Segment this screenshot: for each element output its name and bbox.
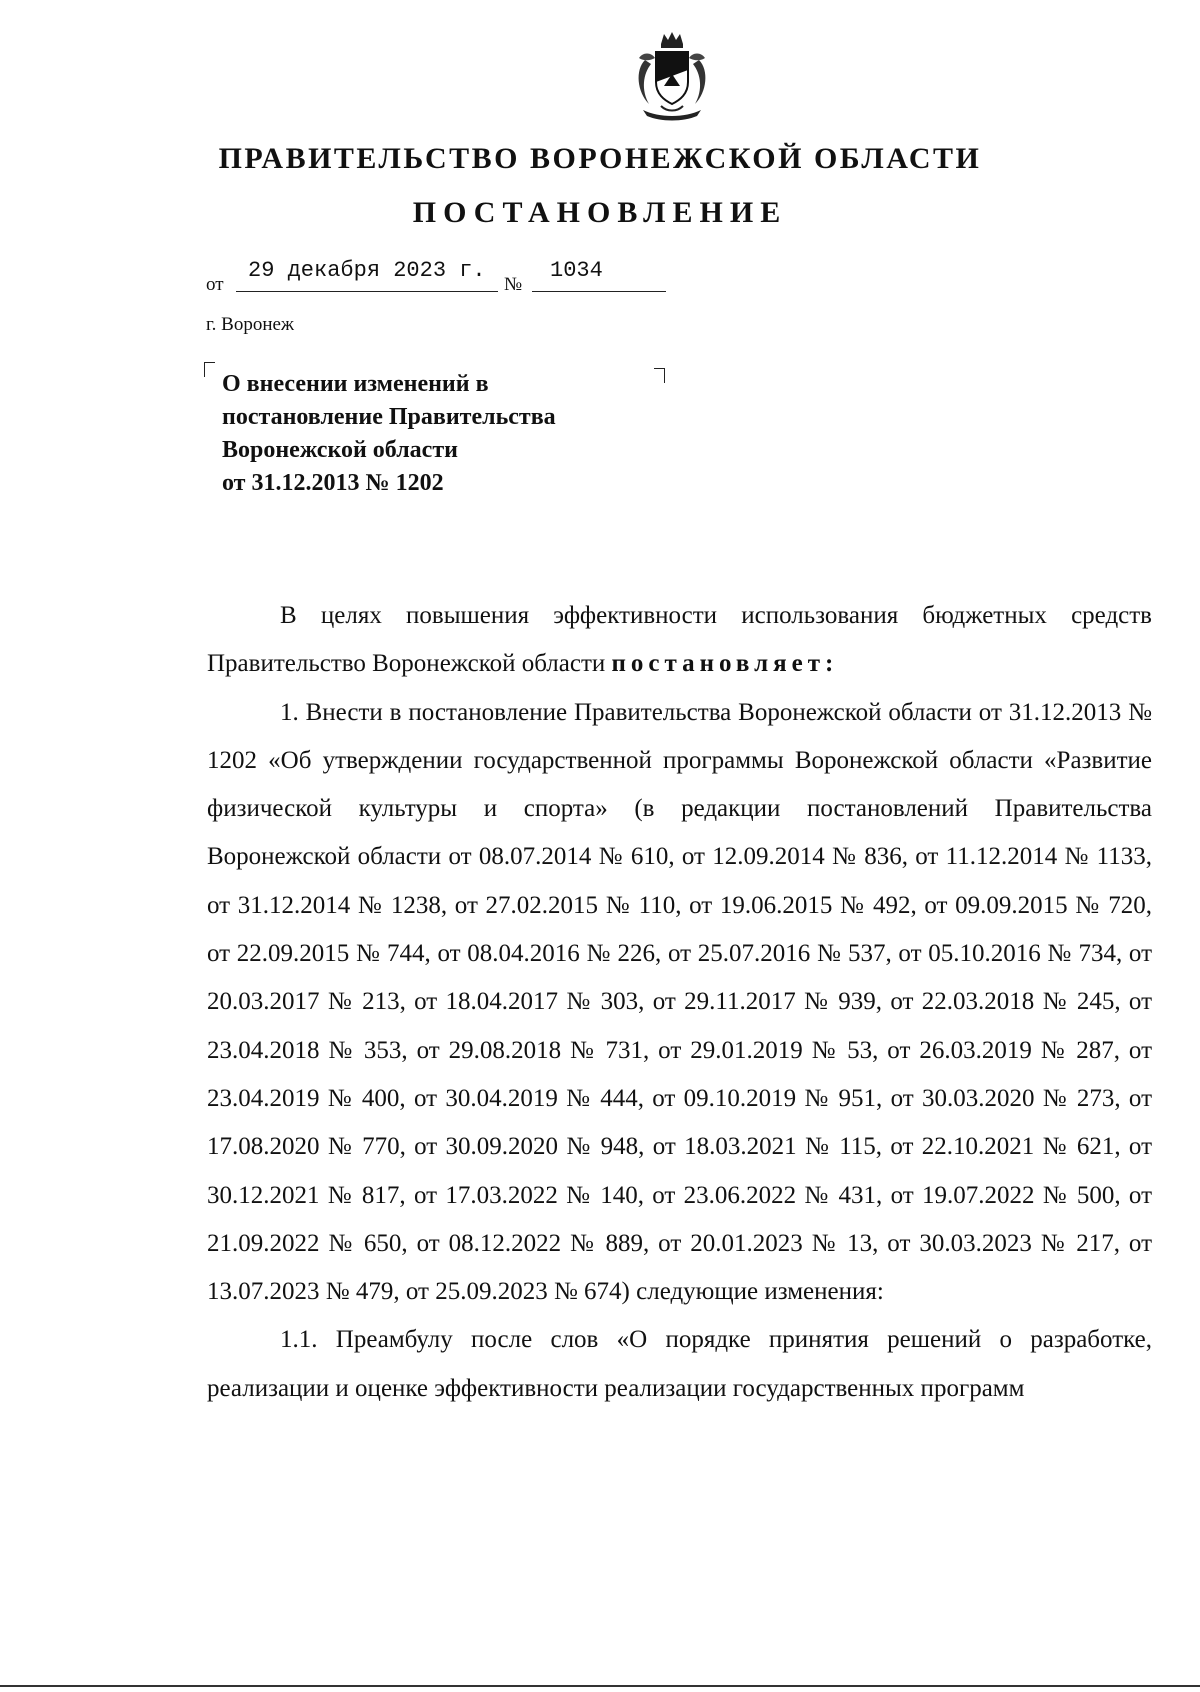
- title-line: О внесении изменений в: [222, 371, 489, 397]
- document-type: ПОСТАНОВЛЕНИЕ: [412, 196, 788, 229]
- coat-of-arms-emblem: [631, 30, 713, 126]
- footer-rule: [0, 1685, 1200, 1687]
- number-underline: [532, 291, 666, 292]
- document-number: 1034: [550, 258, 603, 283]
- government-name: ПРАВИТЕЛЬСТВО ВОРОНЕЖСКОЙ ОБЛАСТИ: [218, 142, 982, 175]
- title-line: постановление Правительства: [222, 404, 556, 430]
- title-line: Воронежской области: [222, 437, 458, 463]
- city: г. Воронеж: [206, 314, 295, 335]
- decree-word: постановляет:: [611, 650, 839, 678]
- title-corner-right: [654, 368, 665, 383]
- title-line: от 31.12.2013 № 1202: [222, 470, 444, 496]
- title-corner-left: [204, 362, 215, 377]
- preamble-text: В целях повышения эффективности использования бюджетных средств Правительство Воронежской области: [207, 602, 1152, 678]
- date-prefix: от: [206, 274, 224, 295]
- item-1-paragraph: 1. Внести в постановление Правительства Воронежской области от 31.12.2013 № 1202 «Об утверждении государственной программы Воронежской области «Развитие физической культуры и спорта» (в редакции постановлений Правительства Воронежской области от 08.07.2014 № 610, от 12.09.2014 № 836, от 11.12.2014 № 1133, от 31.12.2014 № 1238, от 27.02.2015 № 110, от 19.06.2015 № 492, от 09.09.2015 № 720, от 22.09.2015 № 744, от 08.04.2016 № 226, от 25.07.2016 № 537, от 05.10.2016 № 734, от 20.03.2017 № 213, от 18.04.2017 № 303, от 29.11.2017 № 939, от 22.03.2018 № 245, от 23.04.2018 № 353, от 29.08.2018 № 731, от 29.01.2019 № 53, от 26.03.2019 № 287, от 23.04.2019 № 400, от 30.04.2019 № 444, от 09.10.2019 № 951, от 30.03.2020 № 273, от 17.08.2020 № 770, от 30.09.2020 № 948, от 18.03.2021 № 115, от 22.10.2021 № 621, от 30.12.2021 № 817, от 17.03.2022 № 140, от 23.06.2022 № 431, от 19.07.2022 № 500, от 21.09.2022 № 650, от 08.12.2022 № 889, от 20.01.2023 № 13, от 30.03.2023 № 217, от 13.07.2023 № 479, от 25.09.2023 № 674) следующие изменения:: [207, 698, 1152, 1306]
- document-body: [207, 592, 1152, 1413]
- date-underline: [236, 291, 498, 292]
- number-prefix: №: [504, 274, 523, 295]
- preamble-paragraph: [207, 592, 1152, 689]
- document-date: 29 декабря 2023 г.: [248, 258, 486, 283]
- document-title: [222, 368, 556, 500]
- item-1-1-paragraph: 1.1. Преамбулу после слов «О порядке принятия решений о разработке, реализации и оценке эффективности реализации государственных программ: [207, 1326, 1152, 1402]
